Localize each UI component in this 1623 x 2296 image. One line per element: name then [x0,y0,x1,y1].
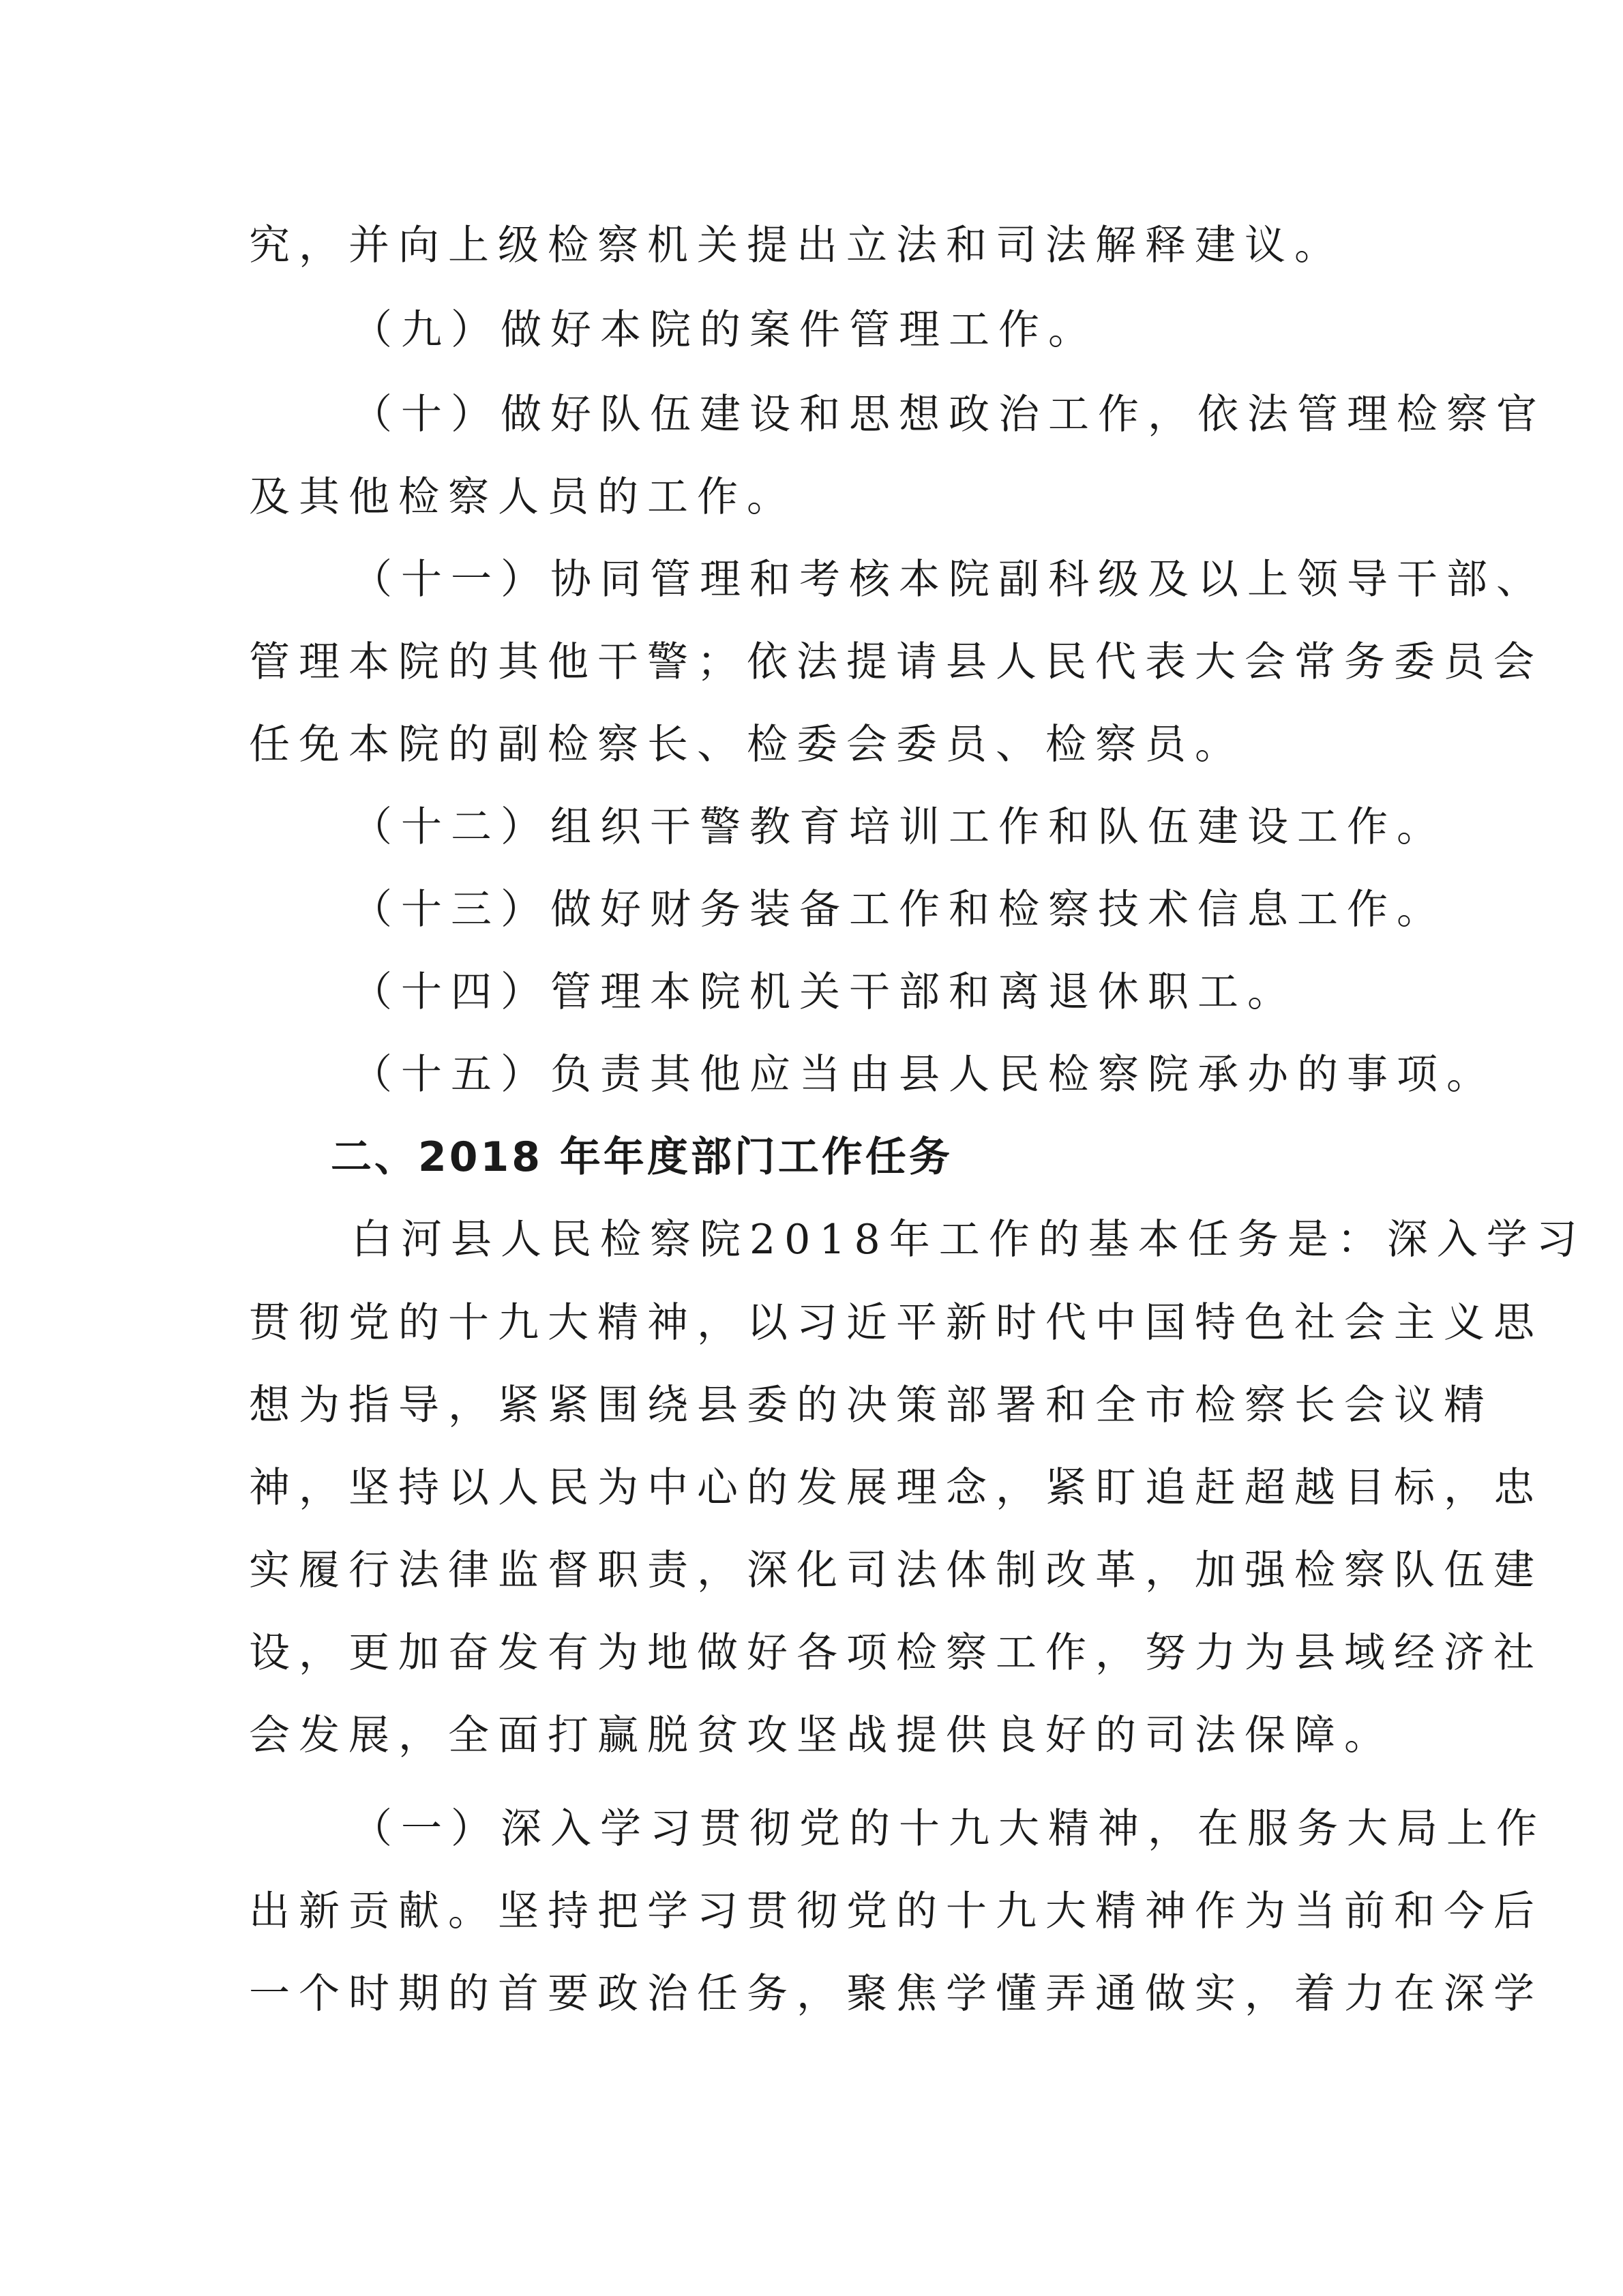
paragraph-line: （十二）组织干警教育培训工作和队伍建设工作。 [351,803,1446,851]
paragraph-line: （十一）协同管理和考核本院副科级及以上领导干部、 [351,556,1546,603]
paragraph-line: （十）做好队伍建设和思想政治工作，依法管理检察官 [351,391,1546,438]
paragraph-line: 管理本院的其他干警；依法提请县人民代表大会常务委员会 [249,638,1543,686]
paragraph-line: （九）做好本院的案件管理工作。 [351,306,1098,354]
paragraph-line: 任免本院的副检察长、检委会委员、检察员。 [249,721,1245,769]
paragraph-line: 设，更加奋发有为地做好各项检察工作，努力为县域经济社 [249,1629,1543,1677]
paragraph-line: 神，坚持以人民为中心的发展理念，紧盯追赶超越目标，忠 [249,1464,1543,1512]
paragraph-line: （十三）做好财务装备工作和检察技术信息工作。 [351,886,1446,934]
paragraph-line: 及其他检察人员的工作。 [249,473,796,521]
paragraph-line: 想为指导，紧紧围绕县委的决策部署和全市检察长会议精 [249,1382,1493,1429]
paragraph-line: 会发展，全面打赢脱贫攻坚战提供良好的司法保障。 [249,1712,1394,1759]
paragraph-line: 究，并向上级检察机关提出立法和司法解释建议。 [249,222,1344,269]
paragraph-line: （十四）管理本院机关干部和离退休职工。 [351,968,1297,1016]
paragraph-line: 出新贡献。坚持把学习贯彻党的十九大精神作为当前和今后 [249,1888,1543,1935]
paragraph-line: （十五）负责其他应当由县人民检察院承办的事项。 [351,1051,1496,1099]
paragraph-line: （一）深入学习贯彻党的十九大精神，在服务大局上作 [351,1805,1546,1853]
section-heading: 二、2018 年年度部门工作任务 [331,1133,953,1181]
paragraph-line: 一个时期的首要政治任务，聚焦学懂弄通做实，着力在深学 [249,1970,1543,2018]
paragraph-line: 实履行法律监督职责，深化司法体制改革，加强检察队伍建 [249,1547,1543,1594]
paragraph-line: 白河县人民检察院2018年工作的基本任务是：深入学习 [351,1216,1586,1264]
paragraph-line: 贯彻党的十九大精神，以习近平新时代中国特色社会主义思 [249,1299,1543,1347]
